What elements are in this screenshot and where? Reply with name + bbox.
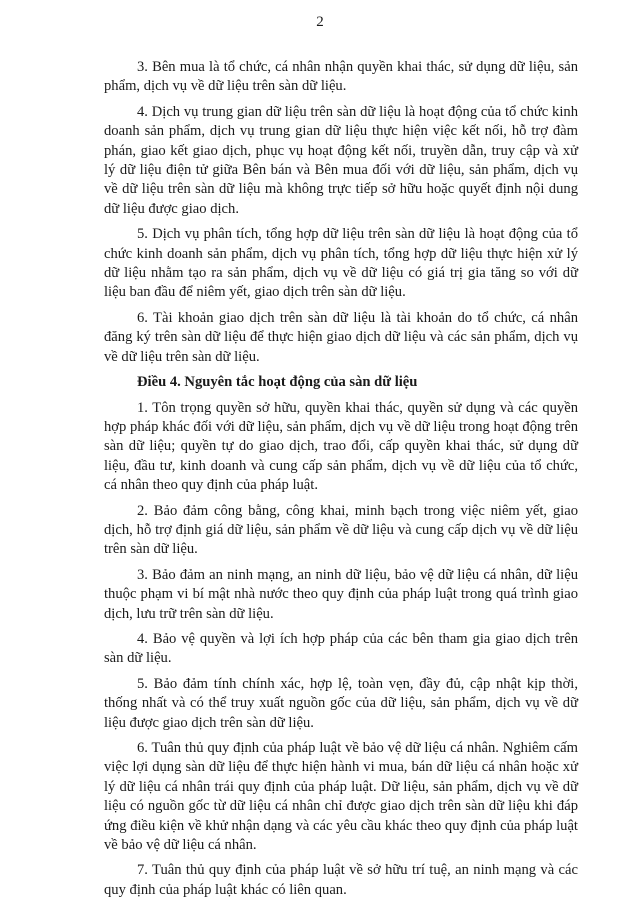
clause-6: 6. Tài khoản giao dịch trên sàn dữ liệu là tài khoản do tổ chức, cá nhân đăng ký trên sàn dữ liệu để thực hiện giao dịch dữ liệu và các sản phẩm, dịch vụ về dữ liệu trên sàn dữ liệu. xyxy=(104,309,578,365)
clause-5: 5. Dịch vụ phân tích, tổng hợp dữ liệu trên sàn dữ liệu là hoạt động của tổ chức kinh doanh sản phẩm, dịch vụ phân tích, tổng hợp dữ liệu thực hiện xử lý dữ liệu nhằm tạo ra sản phẩm, dịch vụ về dữ liệu có giá trị gia tăng so với dữ liệu ban đầu để niêm yết, giao dịch trên sàn dữ liệu. xyxy=(104,226,578,301)
article-4-clause-3: 3. Bảo đảm an ninh mạng, an ninh dữ liệu, bảo vệ dữ liệu cá nhân, dữ liệu thuộc phạm vi bí mật nhà nước theo quy định của pháp luật trong quá trình giao dịch, lưu trữ trên sàn dữ liệu. xyxy=(104,566,578,622)
article-4-heading: Điều 4. Nguyên tắc hoạt động của sàn dữ liệu xyxy=(137,374,418,391)
clause-4: 4. Dịch vụ trung gian dữ liệu trên sàn dữ liệu là hoạt động của tổ chức kinh doanh sản phẩm, dịch vụ trung gian dữ liệu thực hiện việc kết nối, hỗ trợ đàm phán, giao kết giao dịch, phục vụ hoạt động kết nối, truyền dẫn, truy cập và xử lý dữ liệu điện tử giữa Bên bán và Bên mua đối với dữ liệu, sản phẩm, dịch vụ về dữ liệu trên sàn dữ liệu mà không trực tiếp sở hữu hoặc quyết định nội dung dữ liệu được giao dịch. xyxy=(104,103,578,217)
article-4-clause-2: 2. Bảo đảm công bằng, công khai, minh bạch trong việc niêm yết, giao dịch, hỗ trợ định giá dữ liệu, sản phẩm về dữ liệu và cung cấp dịch vụ về dữ liệu trên sàn dữ liệu. xyxy=(104,502,578,558)
article-4-clause-5: 5. Bảo đảm tính chính xác, hợp lệ, toàn vẹn, đầy đủ, cập nhật kịp thời, thống nhất và có thể truy xuất nguồn gốc của dữ liệu, sản phẩm, dịch vụ về dữ liệu được giao dịch trên sàn dữ liệu. xyxy=(104,675,578,731)
article-4-clause-4: 4. Bảo vệ quyền và lợi ích hợp pháp của các bên tham gia giao dịch trên sàn dữ liệu. xyxy=(104,630,578,667)
document-body xyxy=(104,58,578,906)
article-4-clause-6: 6. Tuân thủ quy định của pháp luật về bảo vệ dữ liệu cá nhân. Nghiêm cấm việc lợi dụng sàn dữ liệu để thực hiện hành vi mua, bán dữ liệu cá nhân hoặc xử lý dữ liệu cá nhân trái quy định của pháp luật. Dữ liệu, sản phẩm, dịch vụ về dữ liệu có nguồn gốc từ dữ liệu cá nhân chỉ được giao dịch trên sàn dữ liệu khi đáp ứng điều kiện về khử nhận dạng và các yêu cầu khác theo quy định của pháp luật về bảo vệ dữ liệu cá nhân. xyxy=(104,740,578,854)
article-4-clause-7: 7. Tuân thủ quy định của pháp luật về sở hữu trí tuệ, an ninh mạng và các quy định của pháp luật khác có liên quan. xyxy=(104,862,578,898)
page-number: 2 xyxy=(316,14,324,30)
clause-3: 3. Bên mua là tổ chức, cá nhân nhận quyền khai thác, sử dụng dữ liệu, sản phẩm, dịch vụ về dữ liệu trên sàn dữ liệu. xyxy=(104,59,578,95)
article-4-clause-1: 1. Tôn trọng quyền sở hữu, quyền khai thác, quyền sử dụng và các quyền hợp pháp khác đối với dữ liệu, sản phẩm, dịch vụ về dữ liệu trong hoạt động trên sàn dữ liệu; quyền tự do giao dịch, trao đổi, cấp quyền khai thác, sử dụng dữ liệu, đầu tư, kinh doanh và cung cấp sản phẩm, dịch vụ về dữ liệu của tổ chức, cá nhân theo quy định của pháp luật. xyxy=(104,399,578,494)
